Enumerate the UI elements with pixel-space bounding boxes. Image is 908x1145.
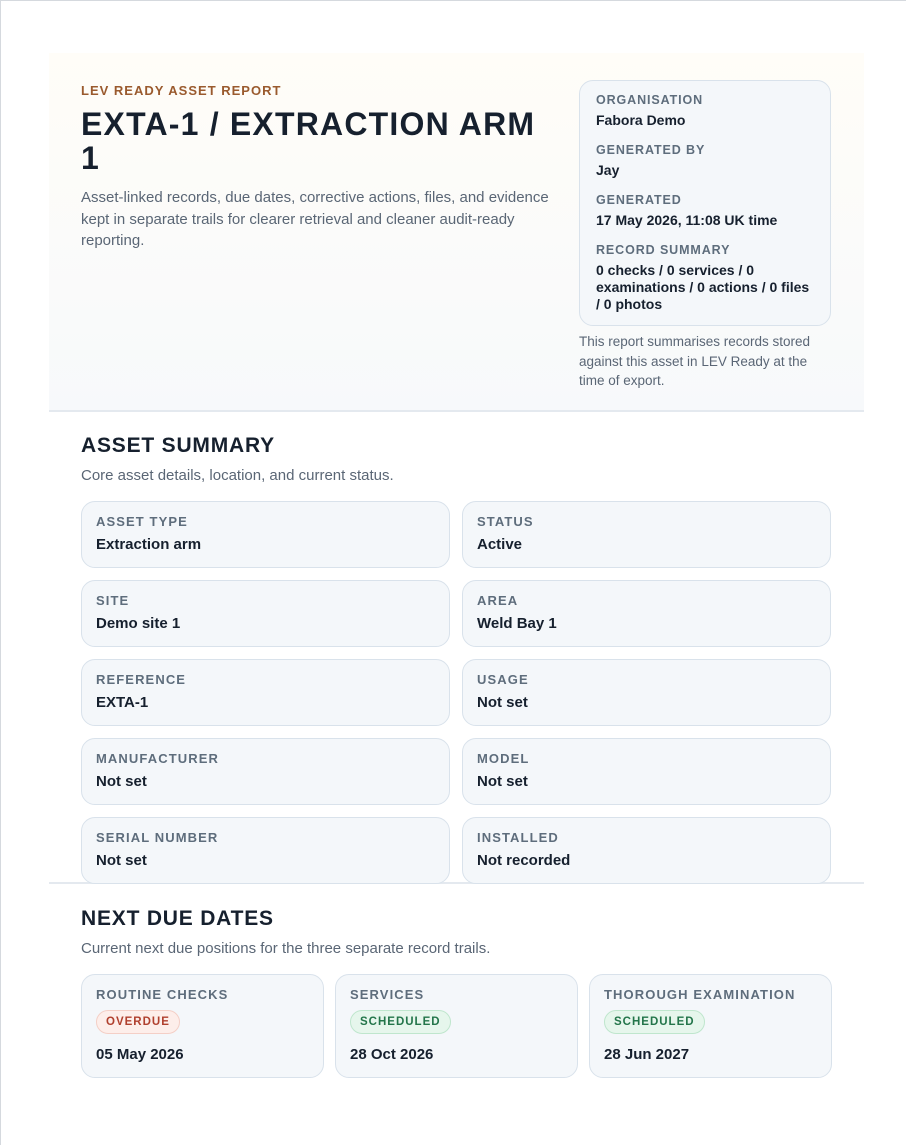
field-site xyxy=(81,580,450,647)
generated-by-label: GENERATED BY xyxy=(596,143,706,157)
field-label: INSTALLED xyxy=(477,830,559,845)
field-reference xyxy=(81,659,450,726)
asset-summary-section xyxy=(49,412,864,884)
field-area xyxy=(462,580,831,647)
field-label: SERIAL NUMBER xyxy=(96,830,219,845)
report-header xyxy=(49,53,864,412)
field-label: SITE xyxy=(96,593,130,608)
export-note: This report summarises records stored against this asset in LEV Ready at the time of export. xyxy=(579,334,811,388)
next-due-subtitle: Current next due positions for the three separate record trails. xyxy=(81,940,491,957)
due-date: 28 Oct 2026 xyxy=(350,1046,434,1063)
due-card-label: ROUTINE CHECKS xyxy=(96,987,229,1002)
due-date: 28 Jun 2027 xyxy=(604,1046,690,1063)
field-value: Not set xyxy=(477,694,528,711)
asset-field-grid xyxy=(81,501,832,884)
generated-value: 17 May 2026, 11:08 UK time xyxy=(596,212,778,228)
field-label: REFERENCE xyxy=(96,672,187,687)
field-label: STATUS xyxy=(477,514,534,529)
generated-by-value: Jay xyxy=(596,162,620,178)
asset-summary-subtitle: Core asset details, location, and current status. xyxy=(81,467,394,484)
field-label: AREA xyxy=(477,593,519,608)
due-card-grid xyxy=(81,974,832,1078)
next-due-title: NEXT DUE DATES xyxy=(81,907,274,930)
record-summary-label: RECORD SUMMARY xyxy=(596,243,731,257)
field-asset-type xyxy=(81,501,450,568)
field-manufacturer xyxy=(81,738,450,805)
field-label: USAGE xyxy=(477,672,529,687)
field-value: Not set xyxy=(96,852,147,869)
field-value: Demo site 1 xyxy=(96,615,181,632)
field-label: MODEL xyxy=(477,751,530,766)
report-title: EXTA-1 / EXTRACTION ARM 1 xyxy=(81,106,536,176)
report-page xyxy=(49,53,864,1078)
field-value: Active xyxy=(477,536,523,553)
field-installed xyxy=(462,817,831,884)
field-value: Extraction arm xyxy=(96,536,202,553)
due-card-thorough-examination xyxy=(589,974,832,1078)
asset-summary-title: ASSET SUMMARY xyxy=(81,434,275,457)
record-summary-value: 0 checks / 0 services / 0 examinations / 0 actions / 0 files / 0 photos xyxy=(596,262,810,312)
due-card-services xyxy=(335,974,578,1078)
report-eyebrow: LEV READY ASSET REPORT xyxy=(81,83,282,98)
field-label: ASSET TYPE xyxy=(96,514,188,529)
report-meta-card xyxy=(579,80,831,326)
organisation-label: ORGANISATION xyxy=(596,93,704,107)
scheduled-badge: SCHEDULED xyxy=(604,1010,705,1034)
field-value: Not recorded xyxy=(477,852,571,869)
field-value: EXTA-1 xyxy=(96,694,149,711)
next-due-section xyxy=(49,884,864,1078)
field-usage xyxy=(462,659,831,726)
field-label: MANUFACTURER xyxy=(96,751,219,766)
field-value: Not set xyxy=(477,773,528,790)
field-model xyxy=(462,738,831,805)
due-card-label: THOROUGH EXAMINATION xyxy=(604,987,796,1002)
due-card-routine-checks xyxy=(81,974,324,1078)
field-serial-number xyxy=(81,817,450,884)
generated-label: GENERATED xyxy=(596,193,682,207)
field-value: Not set xyxy=(96,773,147,790)
organisation-value: Fabora Demo xyxy=(596,112,686,128)
due-date: 05 May 2026 xyxy=(96,1046,184,1063)
field-status xyxy=(462,501,831,568)
report-description: Asset-linked records, due dates, corrective actions, files, and evidence kept in separate trails for clearer retrieval and cleaner audit-ready reporting. xyxy=(81,189,549,249)
due-card-label: SERVICES xyxy=(350,987,425,1002)
field-value: Weld Bay 1 xyxy=(477,615,557,632)
scheduled-badge: SCHEDULED xyxy=(350,1010,451,1034)
overdue-badge: OVERDUE xyxy=(96,1010,180,1034)
